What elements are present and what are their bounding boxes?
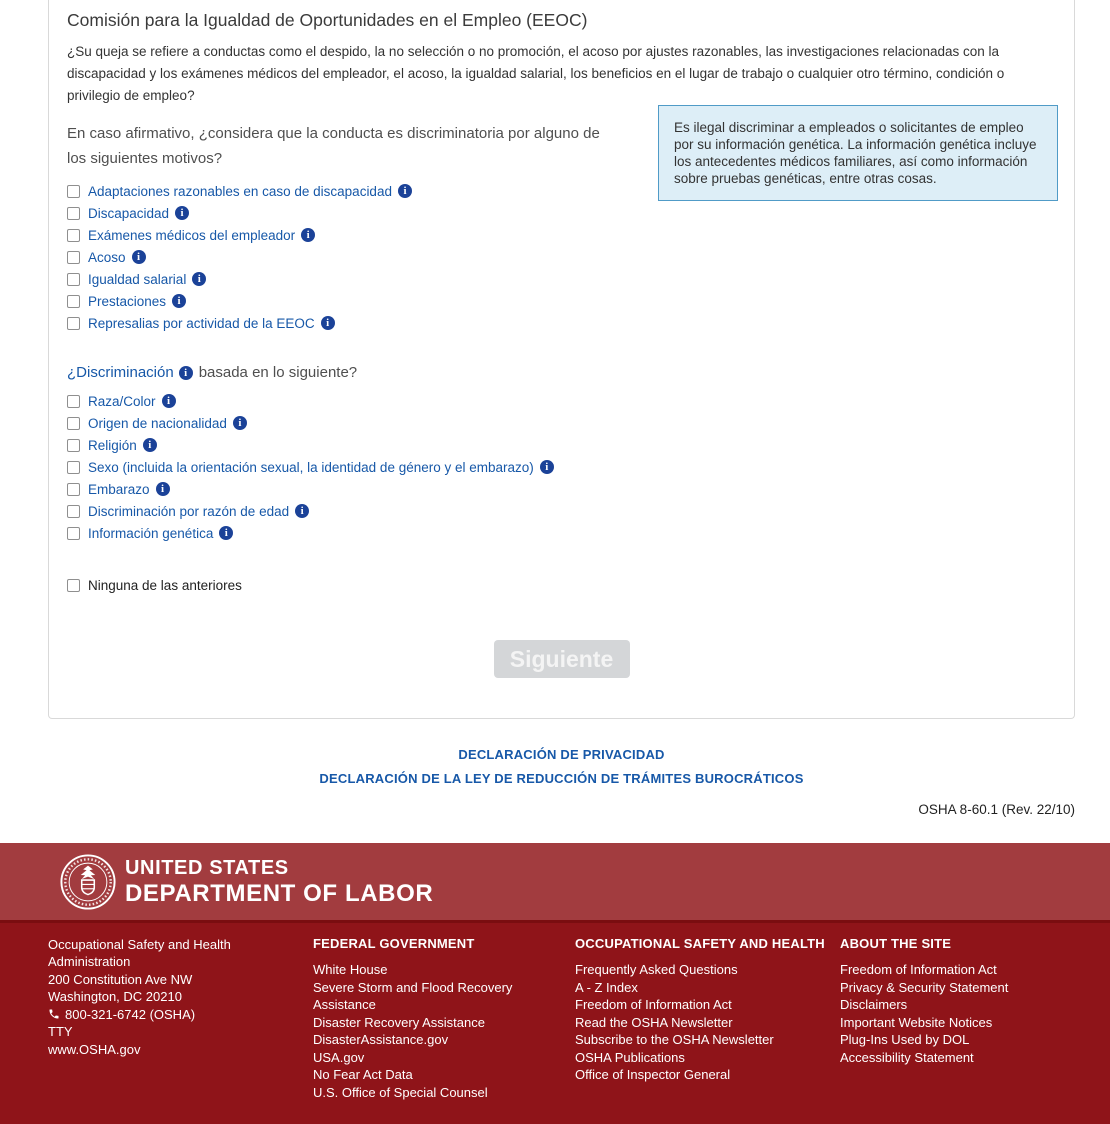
checkbox-edad[interactable] xyxy=(67,505,80,518)
checkbox-label-link[interactable]: Discapacidad xyxy=(88,205,170,221)
checkbox-row xyxy=(67,268,1056,290)
checkbox-ninguna[interactable] xyxy=(67,579,80,592)
info-icon[interactable]: i xyxy=(233,416,247,430)
info-icon[interactable]: i xyxy=(179,366,193,380)
checkbox-row xyxy=(67,434,1056,456)
checkbox-label-link[interactable]: Discriminación por razón de edad xyxy=(88,503,290,519)
footer-link[interactable]: A - Z Index xyxy=(575,979,638,995)
question-discrimination xyxy=(67,364,1056,381)
footer-link[interactable]: Disaster Recovery Assistance xyxy=(313,1014,485,1030)
checkbox-label-link[interactable]: Raza/Color xyxy=(88,393,156,409)
info-icon[interactable]: i xyxy=(398,184,412,198)
footer-address-line2: Washington, DC 20210 xyxy=(48,989,182,1004)
footer-link[interactable]: Freedom of Information Act xyxy=(840,962,997,977)
reasons-checkbox-group xyxy=(67,180,1056,334)
checkbox-row xyxy=(67,290,1056,312)
footer-link[interactable]: White House xyxy=(313,962,388,977)
masthead-department-of-labor: DEPARTMENT OF LABOR xyxy=(125,880,434,907)
question-discrimination-rest: basada en lo siguiente? xyxy=(198,364,358,381)
footer-column-osha xyxy=(575,936,840,1124)
checkbox-label-link[interactable]: Represalias por actividad de la EEOC xyxy=(88,315,315,331)
masthead-united-states: UNITED STATES xyxy=(125,857,289,879)
checkbox-discapacidad[interactable] xyxy=(67,207,80,220)
masthead-title xyxy=(125,856,433,907)
checkbox-label-link[interactable]: Adaptaciones razonables en caso de discapacidad xyxy=(88,183,392,199)
footer-link[interactable]: Office of Inspector General xyxy=(575,1067,731,1082)
info-icon[interactable]: i xyxy=(156,482,170,496)
footer-link[interactable]: No Fear Act Data xyxy=(313,1067,413,1082)
checkbox-represalias-eeoc[interactable] xyxy=(67,317,80,330)
footer-link[interactable]: Accessibility Statement xyxy=(840,1049,974,1065)
checkbox-label-link[interactable]: Sexo (incluida la orientación sexual, la identidad de género y el embarazo) xyxy=(88,459,534,475)
checkbox-label: Ninguna de las anteriores xyxy=(88,577,242,593)
footer-link[interactable]: Subscribe to the OSHA Newsletter xyxy=(575,1032,774,1047)
footer-link[interactable]: Severe Storm and Flood Recovery Assistance xyxy=(313,979,513,1012)
below-card-section xyxy=(48,747,1075,817)
footer-link[interactable]: Read the OSHA Newsletter xyxy=(575,1014,733,1030)
footer-column-about-site xyxy=(840,936,1070,1124)
footer-address-line1: 200 Constitution Ave NW xyxy=(48,971,193,987)
checkbox-row xyxy=(67,390,1056,412)
footer-link[interactable]: DisasterAssistance.gov xyxy=(313,1032,449,1047)
page-title: Comisión para la Igualdad de Oportunidades en el Empleo (EEOC) xyxy=(67,10,588,30)
intro-paragraph: ¿Su queja se refiere a conductas como el despido, la no selección o no promoción, el acoso por ajustes razonables, las investigaciones relacionadas con la discapacidad y los exámenes médicos del empleador, el acoso, la igualdad salarial, los beneficios en el lugar de trabajo o cualquier otro término, condición o privilegio de empleo? xyxy=(67,44,1005,103)
dol-seal-logo[interactable] xyxy=(59,853,117,911)
checkbox-label-link[interactable]: Información genética xyxy=(88,525,214,541)
privacy-statement-link[interactable]: DECLARACIÓN DE PRIVACIDAD xyxy=(458,747,665,762)
dol-masthead xyxy=(0,843,1110,923)
checkbox-row xyxy=(67,456,1056,478)
eeoc-form-card xyxy=(48,0,1075,719)
footer-column-heading: ABOUT THE SITE xyxy=(840,936,952,951)
checkbox-row xyxy=(67,312,1056,334)
checkbox-row xyxy=(67,478,1056,500)
next-button[interactable]: Siguiente xyxy=(494,640,630,678)
info-icon[interactable]: i xyxy=(175,206,189,220)
checkbox-label-link[interactable]: Igualdad salarial xyxy=(88,271,187,287)
none-option-group xyxy=(67,574,1056,596)
info-icon[interactable]: i xyxy=(219,526,233,540)
info-icon[interactable]: i xyxy=(540,460,554,474)
checkbox-examenes-medicos[interactable] xyxy=(67,229,80,242)
info-icon[interactable]: i xyxy=(192,272,206,286)
footer xyxy=(0,923,1110,1124)
checkbox-informacion-genetica[interactable] xyxy=(67,527,80,540)
footer-link[interactable]: OSHA Publications xyxy=(575,1049,685,1065)
checkbox-prestaciones[interactable] xyxy=(67,295,80,308)
checkbox-igualdad-salarial[interactable] xyxy=(67,273,80,286)
checkbox-label-link[interactable]: Religión xyxy=(88,437,137,453)
discrimination-link[interactable]: ¿Discriminación xyxy=(67,364,174,381)
checkbox-row xyxy=(67,500,1056,522)
question-affirmative: En caso afirmativo, ¿considera que la conducta es discriminatoria por alguno de los siguientes motivos? xyxy=(67,125,600,167)
footer-link[interactable]: Plug-Ins Used by DOL xyxy=(840,1032,970,1047)
checkbox-sexo[interactable] xyxy=(67,461,80,474)
info-icon[interactable]: i xyxy=(132,250,146,264)
declaration-links xyxy=(48,747,1075,786)
footer-link[interactable]: Disclaimers xyxy=(840,997,908,1012)
checkbox-label-link[interactable]: Prestaciones xyxy=(88,293,167,309)
checkbox-raza-color[interactable] xyxy=(67,395,80,408)
checkbox-row xyxy=(67,574,1056,596)
checkbox-acoso[interactable] xyxy=(67,251,80,264)
checkbox-embarazo[interactable] xyxy=(67,483,80,496)
info-icon[interactable]: i xyxy=(301,228,315,242)
footer-contact-column xyxy=(48,936,288,1124)
info-icon[interactable]: i xyxy=(143,438,157,452)
info-icon[interactable]: i xyxy=(172,294,186,308)
checkbox-label-link[interactable]: Origen de nacionalidad xyxy=(88,415,227,431)
checkbox-row xyxy=(67,522,1056,544)
form-number: OSHA 8-60.1 (Rev. 22/10) xyxy=(918,802,1075,817)
info-icon[interactable]: i xyxy=(295,504,309,518)
footer-column-federal-government xyxy=(313,936,575,1124)
footer-column-heading: FEDERAL GOVERNMENT xyxy=(313,936,475,951)
phone-icon xyxy=(48,1008,60,1020)
footer-website-link[interactable]: www.OSHA.gov xyxy=(48,1041,141,1057)
footer-link[interactable]: Privacy & Security Statement xyxy=(840,979,1009,995)
footer-link[interactable]: Frequently Asked Questions xyxy=(575,962,738,977)
bases-checkbox-group xyxy=(67,390,1056,544)
footer-phone-link[interactable]: 800-321-6742 (OSHA) xyxy=(65,1006,196,1022)
checkbox-label-link[interactable]: Embarazo xyxy=(88,481,150,497)
footer-tty-link[interactable]: TTY xyxy=(48,1024,73,1039)
checkbox-religion[interactable] xyxy=(67,439,80,452)
checkbox-label-link[interactable]: Exámenes médicos del empleador xyxy=(88,227,296,243)
footer-link[interactable]: Freedom of Information Act xyxy=(575,997,732,1012)
footer-column-heading: OCCUPATIONAL SAFETY AND HEALTH xyxy=(575,936,825,951)
checkbox-origen-nacionalidad[interactable] xyxy=(67,417,80,430)
paperwork-reduction-link[interactable]: DECLARACIÓN DE LA LEY DE REDUCCIÓN DE TRÁMITES BUROCRÁTICOS xyxy=(319,771,804,786)
genetic-info-tooltip: Es ilegal discriminar a empleados o solicitantes de empleo por su información genética. La información genética incluye los antecedentes médicos familiares, así como información sobre pruebas genéticas, entre otras cosas. xyxy=(658,105,1058,201)
button-row xyxy=(67,640,1056,678)
footer-link[interactable]: Important Website Notices xyxy=(840,1014,993,1030)
checkbox-row xyxy=(67,246,1056,268)
checkbox-row xyxy=(67,412,1056,434)
checkbox-label-link[interactable]: Acoso xyxy=(88,249,126,265)
footer-link[interactable]: U.S. Office of Special Counsel xyxy=(313,1084,488,1100)
info-icon[interactable]: i xyxy=(162,394,176,408)
checkbox-row xyxy=(67,224,1056,246)
checkbox-row xyxy=(67,202,1056,224)
footer-agency-name: Occupational Safety and Health Administration xyxy=(48,937,231,969)
footer-link[interactable]: USA.gov xyxy=(313,1049,365,1065)
info-icon[interactable]: i xyxy=(321,316,335,330)
footer-phone-row xyxy=(48,1006,288,1023)
checkbox-adaptaciones[interactable] xyxy=(67,185,80,198)
